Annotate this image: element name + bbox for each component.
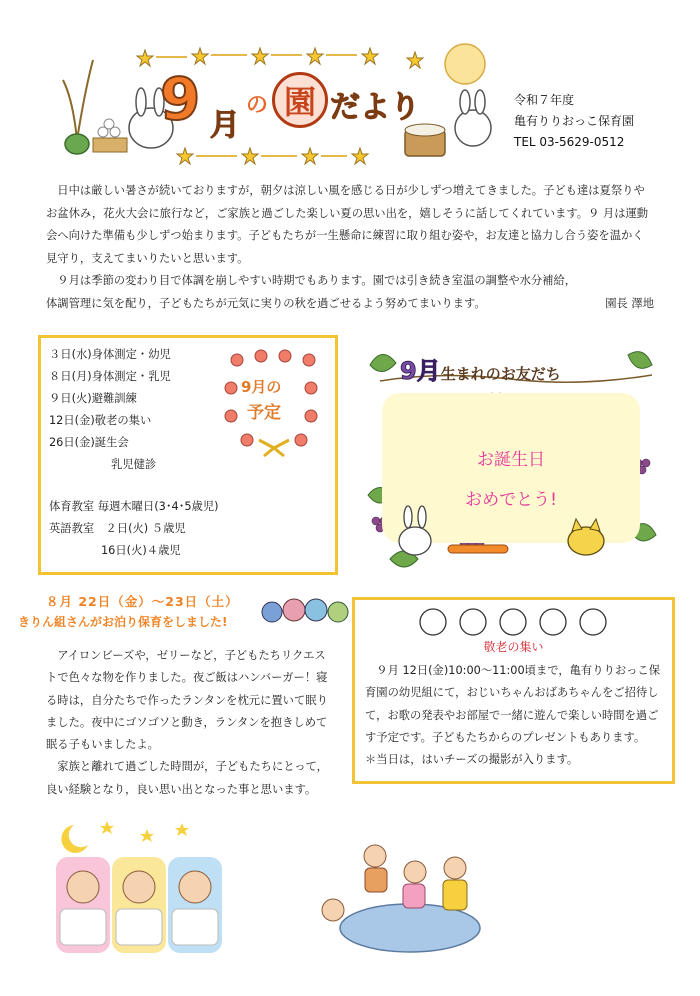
- child-face-icon: [404, 861, 426, 883]
- child-face-icon: [322, 899, 344, 921]
- phone-number: TEL 03-5629-0512: [514, 135, 625, 149]
- title-month: 月: [210, 108, 240, 143]
- pampas-grass-icon: [63, 60, 93, 154]
- respect-event-text: [365, 660, 665, 771]
- stay-event-title: きりん組さんがお泊り保育をしました!: [18, 615, 228, 629]
- star-icon: [307, 48, 323, 64]
- fiscal-year: 令和７年度: [514, 93, 575, 107]
- sleeping-kids-illustration: [52, 815, 232, 955]
- star-icon: [175, 823, 189, 836]
- schedule-item: ３日(水)身体測定・幼児: [49, 348, 171, 361]
- star-icon: [407, 52, 423, 68]
- title-number: 9: [160, 65, 201, 133]
- organization-info: [514, 90, 634, 153]
- rabbit-icon: [399, 506, 431, 555]
- stay-event-date: ８月 22日（金）〜23日（土）: [46, 594, 239, 609]
- title-particle: の: [246, 93, 269, 118]
- stay-paragraph-2: 家族と離れて過ごした時間が，子どもたちにとって，良い経験となり，良い思い出となった事と思います。: [46, 760, 328, 796]
- cat-icon: [568, 519, 604, 555]
- star-icon: [242, 148, 258, 164]
- english-class-info: 英語教室 ２日(火) ５歳児: [49, 522, 186, 535]
- moon-icon: [445, 44, 485, 84]
- dango-offering-icon: [93, 119, 127, 152]
- birthday-title-month: 9月: [400, 357, 441, 385]
- grandparent-face-icon: [580, 609, 606, 635]
- grandparent-face-icon: [540, 609, 566, 635]
- birthday-animals: [360, 345, 662, 575]
- respect-event-title: 敬老の集い: [483, 640, 544, 654]
- birthday-panel: [360, 345, 662, 575]
- mushroom-kids-icon: [258, 590, 350, 630]
- birthday-message-line1: お誕生日: [477, 450, 545, 470]
- intro-paragraph-1: 日中は厳しい暑さが続いておりますが，朝夕は涼しい風を感じる日が少しずつ増えてきました。子ども達は夏祭りやお盆休み，花火大会に旅行など，ご家族と過ごした楽しい夏の思い出を，嬉しそうに話してくれています。９ 月は運動会へ向けた準備も少しずつ始まります。子どもたちが一生懸命に練習に取り組む姿や，お友達と協力し合う姿を温かく見守り，支えてまいりたいと思います。: [46, 184, 649, 265]
- schedule-item: ９日(火)避難訓練: [49, 392, 137, 405]
- pe-class-info: 体育教室 毎週木曜日(3･4･5歳児): [49, 500, 219, 513]
- schedule-item: 12日(金)敬老の集い: [49, 414, 152, 427]
- star-icon: [352, 148, 368, 164]
- schedule-item: 26日(金)誕生会: [49, 436, 129, 449]
- star-icon: [252, 48, 268, 64]
- intro-message: [46, 180, 654, 315]
- grandparent-face-icon: [420, 609, 446, 635]
- child-face-icon: [67, 871, 99, 903]
- respect-aged-panel: [352, 597, 675, 784]
- child-face-icon: [364, 845, 386, 867]
- principal-signature: 園長 澤地: [605, 296, 654, 310]
- school-name: 亀有りりおっこ保育園: [514, 114, 635, 128]
- kids-futon-illustration: [315, 840, 485, 960]
- grandparents-faces: [355, 604, 672, 640]
- star-icon: [302, 148, 318, 164]
- child-face-icon: [444, 857, 466, 879]
- schedule-badge: [219, 348, 319, 458]
- respect-paragraph: ９月 12日(金)10:00〜11:00頃まで，亀有りりおっこ保育園の幼児組にて，おじいちゃんおばあちゃんをご招待して，お歌の発表やお部屋で一緒に遊んで楽しい時間を過ごす予定です。子どもたちからのプレゼントもあります。: [365, 664, 661, 744]
- child-face-icon: [179, 871, 211, 903]
- star-icon: [192, 48, 208, 64]
- moon-icon: [61, 825, 88, 853]
- star-icon: [177, 148, 193, 164]
- star-icon: [137, 50, 153, 66]
- star-icon: [362, 48, 378, 64]
- stay-event-text: [46, 645, 334, 801]
- star-icon: [140, 829, 154, 842]
- badge-text-line2: 予定: [247, 403, 281, 423]
- birthday-message-line2: おめでとう!: [465, 490, 557, 510]
- birthday-title-text: 生まれのお友だち: [440, 365, 561, 383]
- title-kanji-badge: 園: [272, 72, 328, 128]
- schedule-item: ８日(月)身体測定・乳児: [49, 370, 171, 383]
- stay-paragraph-1: アイロンビーズや，ゼリーなど，子どもたちリクエストで色々な物を作りました。夜ご飯はハンバーガー！寝る時は，自分たちで作ったランタンを枕元に置いて眠りました。夜中にゴソゴソと動き，ランタンを抱きしめて眠る子もいましたよ。: [46, 649, 328, 752]
- carrot-icon: [448, 545, 508, 553]
- grandparent-face-icon: [500, 609, 526, 635]
- intro-paragraph-2: ９月は季節の変わり目で体調を崩しやすい時期でもあります。園では引き続き室温の調整や水分補給，体調管理に気を配り，子どもたちが元気に実りの秋を過ごせるよう努めてまいります。: [46, 274, 577, 310]
- grandparent-face-icon: [460, 609, 486, 635]
- schedule-panel: [38, 335, 338, 575]
- schedule-item: 乳児健診: [111, 458, 157, 471]
- respect-note: ＊当日は，はいチーズの撮影が入ります。: [365, 753, 579, 767]
- star-icon: [100, 821, 114, 834]
- english-class-info: 16日(火)４歳児: [101, 544, 181, 557]
- child-face-icon: [123, 871, 155, 903]
- badge-text-line1: 9月の: [241, 378, 282, 396]
- title-dayori: だより: [330, 90, 420, 125]
